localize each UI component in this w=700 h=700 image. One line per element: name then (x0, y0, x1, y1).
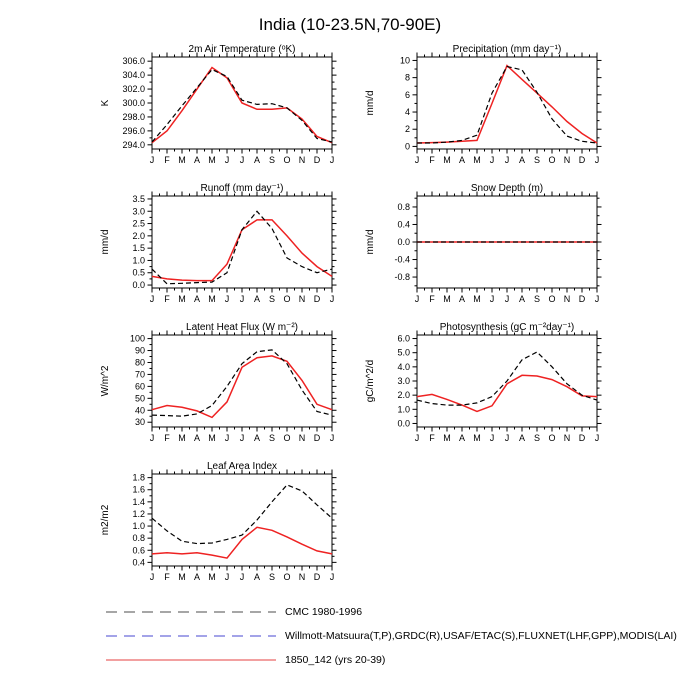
month-label: S (533, 294, 540, 304)
month-label: F (163, 155, 170, 165)
month-label: J (594, 294, 599, 304)
month-label: J (329, 294, 334, 304)
month-label: M (177, 572, 186, 582)
month-label: S (268, 155, 275, 165)
y-tick-label: 1.0 (131, 521, 145, 532)
month-label: A (458, 294, 465, 304)
month-label: M (207, 155, 216, 165)
month-label: J (329, 433, 334, 443)
y-tick-label: -0.8 (393, 272, 410, 283)
y-tick-label: 1.0 (396, 404, 410, 415)
chart-title: Snow Depth (m) (470, 183, 543, 194)
y-axis-label: mm/d (364, 90, 376, 116)
month-label: A (253, 433, 260, 443)
plot-box (152, 335, 332, 427)
y-tick-label: 2.0 (396, 390, 410, 401)
month-label: A (253, 155, 260, 165)
chart-svg-precipitation (357, 41, 609, 169)
month-label: A (253, 572, 260, 582)
month-label: J (414, 294, 419, 304)
month-label: F (428, 155, 435, 165)
month-label: N (563, 433, 570, 443)
page-title: India (10-23.5N,70-90E) (258, 15, 442, 34)
month-label: J (149, 155, 154, 165)
chart-title: Latent Heat Flux (W m⁻²) (185, 322, 298, 333)
y-tick-label: 3.0 (396, 376, 410, 386)
month-label: M (472, 433, 481, 443)
y-tick-label: 294.0 (121, 139, 145, 150)
month-label: S (268, 572, 275, 582)
chart-panel-runoff (92, 180, 344, 308)
y-axis-label: gC/m^2/d (364, 359, 376, 403)
month-label: J (149, 433, 154, 443)
chart-title: Leaf Area Index (206, 461, 277, 472)
y-tick-label: 0.8 (131, 533, 145, 544)
y-tick-label: 1.4 (131, 496, 145, 507)
legend-label: Willmott-Matsuura(T,P),GRDC(R),USAF/ETAC(S),FLUXNET(LHF,GPP),MODIS(LAI) (285, 630, 677, 642)
y-tick-label: 0.4 (396, 219, 410, 230)
y-axis-label: W/m^2 (99, 365, 111, 397)
y-tick-label: 2.0 (131, 230, 145, 241)
month-label: M (442, 294, 451, 304)
plot-box (417, 57, 597, 149)
legend-line-obs-datasets (105, 633, 277, 639)
y-tick-label: 60 (134, 381, 145, 392)
month-label: D (313, 155, 320, 165)
chart-title: 2m Air Temperature (ᵒK) (188, 44, 295, 55)
y-tick-label: 4.0 (396, 361, 410, 372)
month-label: O (282, 294, 291, 304)
series-line-obs (152, 70, 332, 143)
chart-panel-latent-heat-flux (92, 319, 344, 447)
y-tick-label: 1.8 (131, 472, 145, 483)
month-label: A (458, 433, 465, 443)
y-tick-label: 296.0 (121, 125, 145, 136)
month-label: N (298, 572, 305, 582)
month-label: O (282, 155, 291, 165)
month-label: O (547, 155, 556, 165)
month-label: D (313, 572, 320, 582)
month-label: S (533, 155, 540, 165)
series-line-obs (152, 211, 332, 283)
chart-panel-snow-depth (357, 180, 609, 308)
y-tick-label: 0.4 (131, 557, 145, 568)
month-label: A (193, 572, 200, 582)
month-label: F (163, 294, 170, 304)
y-tick-label: 298.0 (121, 111, 145, 122)
chart-title: Precipitation (mm day⁻¹) (452, 44, 561, 55)
month-label: M (207, 433, 216, 443)
month-label: J (224, 294, 229, 304)
month-label: O (282, 572, 291, 582)
y-tick-label: 50 (134, 393, 145, 404)
y-tick-label: 1.0 (131, 255, 145, 266)
month-label: A (518, 155, 525, 165)
plot-box (152, 474, 332, 566)
charts-grid (92, 41, 609, 586)
y-tick-label: 0.8 (396, 201, 410, 212)
month-label: J (329, 155, 334, 165)
month-label: N (298, 294, 305, 304)
month-label: M (207, 294, 216, 304)
month-label: J (329, 572, 334, 582)
month-label: D (578, 294, 585, 304)
y-tick-label: 1.2 (131, 508, 145, 519)
legend-label: CMC 1980-1996 (285, 606, 363, 618)
y-tick-label: 80 (134, 357, 145, 368)
y-tick-label: 300.0 (121, 98, 145, 108)
month-label: J (504, 433, 509, 443)
y-tick-label: 10 (399, 55, 410, 66)
y-tick-label: 5.0 (396, 347, 410, 358)
month-label: O (547, 433, 556, 443)
y-tick-label: 304.0 (121, 70, 145, 81)
chart-svg-leaf-area-index (92, 458, 344, 586)
y-tick-label: 2.5 (131, 218, 145, 229)
y-tick-label: 0.0 (131, 280, 145, 291)
y-tick-label: 0 (404, 141, 410, 152)
month-label: J (489, 294, 494, 304)
month-label: J (594, 155, 599, 165)
y-tick-label: 1.6 (131, 484, 145, 495)
y-axis-label: mm/d (364, 229, 376, 255)
month-label: A (253, 294, 260, 304)
y-axis-label: mm/d (99, 229, 111, 255)
y-axis-label: K (99, 99, 111, 107)
y-tick-label: 3.0 (131, 206, 145, 217)
month-label: J (239, 572, 244, 582)
month-label: M (207, 572, 216, 582)
series-line-obs (417, 67, 597, 144)
y-tick-label: 40 (134, 405, 145, 416)
chart-svg-runoff (92, 180, 344, 308)
month-label: J (504, 294, 509, 304)
series-line-1850_142 (152, 527, 332, 558)
legend-item-model-run (105, 648, 700, 672)
legend-line-model-run (105, 657, 277, 663)
y-tick-label: 30 (134, 417, 145, 428)
series-line-obs (417, 352, 597, 405)
month-label: J (239, 294, 244, 304)
month-label: M (472, 294, 481, 304)
chart-panel-photosynthesis (357, 319, 609, 447)
month-label: D (578, 155, 585, 165)
month-label: F (428, 294, 435, 304)
month-label: J (594, 433, 599, 443)
month-label: M (177, 155, 186, 165)
month-label: D (313, 433, 320, 443)
chart-title: Runoff (mm day⁻¹) (200, 183, 283, 194)
chart-panel-precipitation (357, 41, 609, 169)
month-label: J (149, 294, 154, 304)
y-tick-label: 306.0 (121, 56, 145, 67)
month-label: O (282, 433, 291, 443)
month-label: F (163, 572, 170, 582)
legend-label: 1850_142 (yrs 20-39) (285, 654, 386, 666)
month-label: J (224, 155, 229, 165)
month-label: S (533, 433, 540, 443)
month-label: A (518, 433, 525, 443)
legend-item-obs-datasets (105, 624, 700, 648)
y-tick-label: 4 (404, 107, 410, 118)
y-tick-label: -0.4 (393, 254, 410, 265)
y-tick-label: 0.0 (396, 237, 410, 247)
month-label: J (239, 155, 244, 165)
y-tick-label: 100 (129, 333, 145, 344)
month-label: J (414, 155, 419, 165)
chart-title: Photosynthesis (gC m⁻²day⁻¹) (439, 322, 574, 333)
series-line-1850_142 (152, 356, 332, 418)
chart-svg-snow-depth (357, 180, 609, 308)
month-label: J (504, 155, 509, 165)
month-label: M (177, 433, 186, 443)
month-label: F (163, 433, 170, 443)
y-tick-label: 0.5 (131, 267, 145, 278)
month-label: A (518, 294, 525, 304)
month-label: N (298, 155, 305, 165)
chart-svg-photosynthesis (357, 319, 609, 447)
month-label: F (428, 433, 435, 443)
month-label: J (224, 572, 229, 582)
legend (105, 600, 700, 672)
y-tick-label: 3.5 (131, 193, 145, 204)
month-label: J (149, 572, 154, 582)
plot-box (152, 196, 332, 288)
y-tick-label: 90 (134, 345, 145, 356)
month-label: D (578, 433, 585, 443)
y-tick-label: 6.0 (396, 333, 410, 344)
month-label: M (442, 155, 451, 165)
month-label: A (193, 433, 200, 443)
series-line-obs (152, 485, 332, 544)
month-label: N (298, 433, 305, 443)
month-label: M (442, 433, 451, 443)
legend-line-cmc (105, 609, 277, 615)
y-tick-label: 8 (404, 72, 410, 83)
month-label: O (547, 294, 556, 304)
month-label: A (193, 294, 200, 304)
month-label: J (489, 433, 494, 443)
month-label: J (239, 433, 244, 443)
chart-panel-temperature (92, 41, 344, 169)
month-label: M (472, 155, 481, 165)
month-label: M (177, 294, 186, 304)
month-label: J (414, 433, 419, 443)
legend-item-cmc (105, 600, 700, 624)
month-label: D (313, 294, 320, 304)
month-label: N (563, 294, 570, 304)
y-tick-label: 2 (404, 124, 410, 135)
y-tick-label: 6 (404, 89, 410, 100)
month-label: S (268, 433, 275, 443)
y-tick-label: 1.5 (131, 243, 145, 254)
month-label: A (193, 155, 200, 165)
y-tick-label: 302.0 (121, 84, 145, 95)
month-label: S (268, 294, 275, 304)
series-line-1850_142 (152, 68, 332, 143)
y-tick-label: 70 (134, 369, 145, 380)
chart-svg-latent-heat-flux (92, 319, 344, 447)
chart-panel-leaf-area-index (92, 458, 344, 586)
y-tick-label: 0.6 (131, 545, 145, 556)
series-line-1850_142 (417, 66, 597, 143)
y-axis-label: m2/m2 (99, 504, 111, 536)
y-tick-label: 0.0 (396, 418, 410, 429)
month-label: N (563, 155, 570, 165)
month-label: J (489, 155, 494, 165)
chart-svg-temperature (92, 41, 344, 169)
month-label: A (458, 155, 465, 165)
month-label: J (224, 433, 229, 443)
